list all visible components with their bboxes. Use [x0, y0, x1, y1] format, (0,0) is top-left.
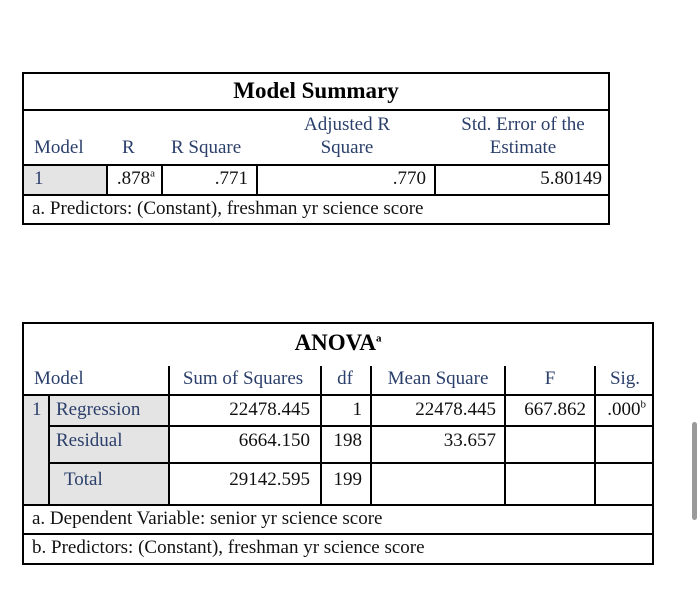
- row-label-total: Total: [64, 469, 103, 490]
- divider: [24, 504, 652, 506]
- col-header-r-square: R Square: [171, 137, 242, 158]
- anova-footnote-b: b. Predictors: (Constant), freshman yr science score: [32, 537, 425, 558]
- anova-title: ANOVA$^a$: [294, 330, 382, 355]
- col-header-r: R: [122, 137, 135, 158]
- divider: [48, 425, 652, 427]
- cell-regression-df: 1: [352, 399, 362, 420]
- cell-total-df: 199: [333, 469, 362, 490]
- model-summary-footnote: a. Predictors: (Constant), freshman yr science score: [32, 198, 424, 219]
- row-label-regression: Regression: [56, 399, 141, 420]
- cell-r-square: .771: [214, 168, 248, 189]
- cell-residual-ss: 6664.150: [238, 430, 310, 451]
- col-header-mean-square: Mean Square: [387, 368, 489, 389]
- col-header-sig: Sig.: [609, 368, 641, 389]
- col-header-model: Model: [34, 368, 84, 389]
- model-summary-title: Model Summary: [233, 78, 399, 103]
- divider: [24, 533, 652, 535]
- col-header-adj-r-square-line2: Square: [320, 137, 374, 158]
- divider: [48, 396, 50, 506]
- col-header-f: F: [544, 368, 556, 389]
- divider: [504, 366, 506, 506]
- col-header-df: df: [337, 368, 353, 389]
- divider: [24, 109, 608, 111]
- col-header-model: Model: [34, 137, 84, 158]
- cell-total-ss: 29142.595: [229, 469, 310, 490]
- row-model-number: 1: [32, 399, 42, 420]
- divider: [24, 164, 608, 166]
- cell-std-error: 5.80149: [540, 168, 602, 189]
- col-header-sum-of-squares: Sum of Squares: [182, 368, 304, 389]
- row-model-number: 1: [34, 168, 44, 189]
- cell-regression-ms: 22478.445: [415, 399, 496, 420]
- divider: [24, 194, 608, 196]
- col-header-std-error-line2: Estimate: [489, 137, 557, 158]
- anova-footnote-a: a. Dependent Variable: senior yr science score: [32, 508, 383, 529]
- cell-residual-df: 198: [333, 430, 362, 451]
- cell-r: .878$^a$: [116, 167, 155, 189]
- cell-regression-f: 667.862: [524, 399, 586, 420]
- cell-regression-ss: 22478.445: [229, 399, 310, 420]
- col-header-adj-r-square-line1: Adjusted R: [303, 114, 391, 135]
- model-summary-table: [22, 72, 610, 225]
- scrollbar-thumb[interactable]: [692, 422, 697, 520]
- col-header-std-error-line1: Std. Error of the: [461, 114, 585, 135]
- row-label-residual: Residual: [56, 430, 123, 451]
- cell-adj-r-square: .770: [392, 168, 426, 189]
- anova-table: [22, 322, 654, 565]
- divider: [48, 462, 652, 464]
- cell-residual-ms: 33.657: [443, 430, 496, 451]
- cell-regression-sig: .000$^b$: [607, 398, 646, 420]
- divider: [594, 366, 596, 506]
